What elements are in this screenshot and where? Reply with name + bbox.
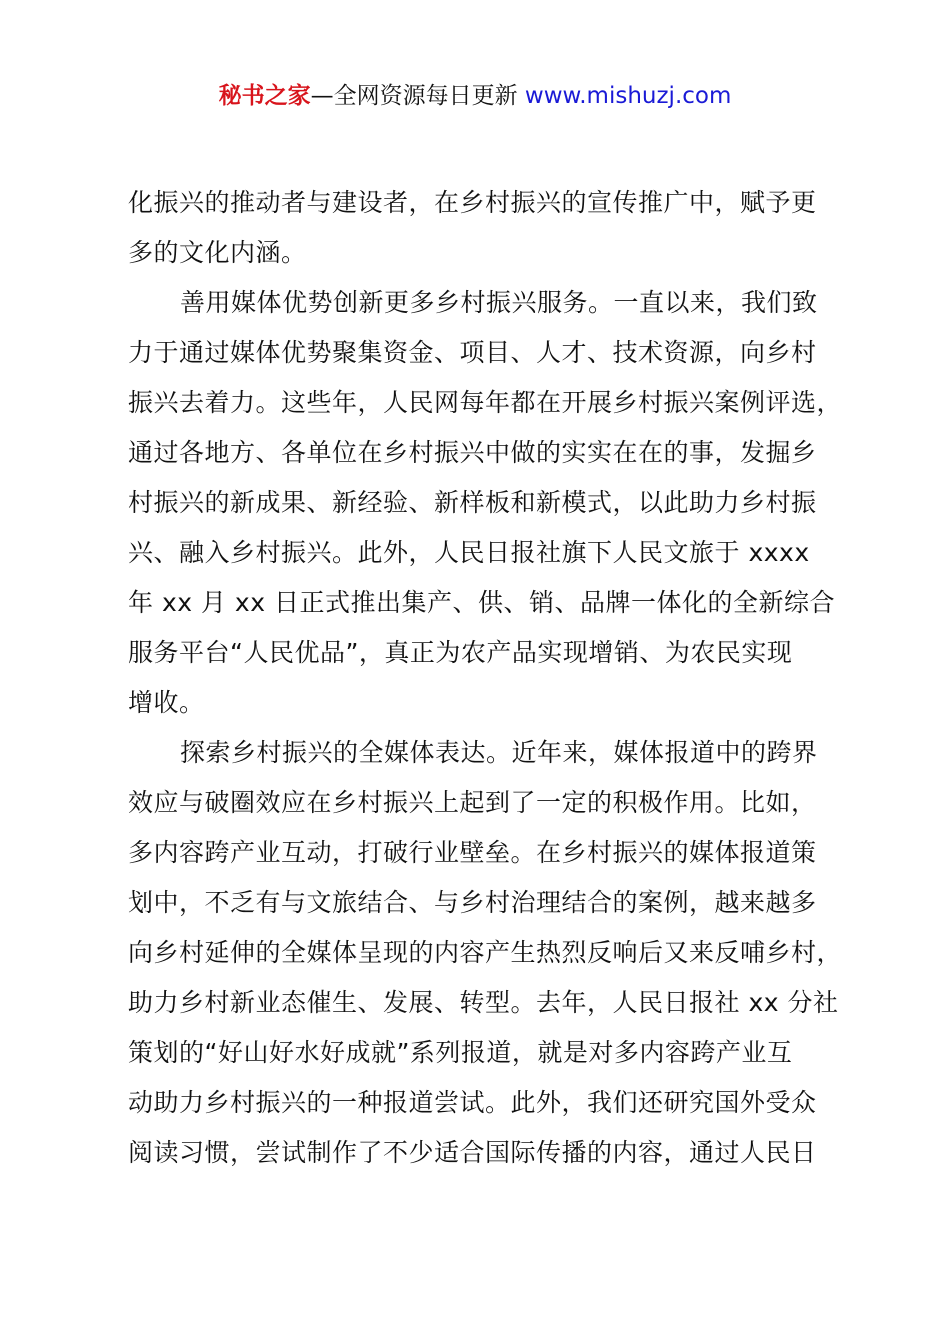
text-line: 效应与破圈效应在乡村振兴上起到了一定的积极作用。比如， (128, 788, 817, 817)
text-line: 阅读习惯，尝试制作了不少适合国际传播的内容，通过人民日 (128, 1138, 817, 1167)
text-line: 通过各地方、各单位在乡村振兴中做的实实在在的事，发掘乡 (128, 438, 817, 467)
text-line: 增收。 (128, 688, 205, 717)
paragraph-start-line: 善用媒体优势创新更多乡村振兴服务。一直以来，我们致 (180, 288, 818, 317)
text-line: 服务平台“人民优品”，真正为农产品实现增销、为农民实现 (128, 638, 793, 667)
document-body (128, 178, 843, 1178)
text-line: 振兴去着力。这些年，人民网每年都在开展乡村振兴案例评选， (128, 388, 843, 417)
text-line: 助力乡村新业态催生、发展、转型。去年，人民日报社 xx 分社 (128, 988, 839, 1017)
text-line: 力于通过媒体优势聚集资金、项目、人才、技术资源，向乡村 (128, 338, 817, 367)
text-line: 村振兴的新成果、新经验、新样板和新模式，以此助力乡村振 (128, 488, 817, 517)
text-line: 化振兴的推动者与建设者，在乡村振兴的宣传推广中，赋予更 (128, 188, 817, 217)
site-url-link[interactable]: www.mishuzj.com (517, 83, 732, 109)
brand-name: 秘书之家 (218, 83, 311, 109)
page-header (0, 80, 950, 112)
text-line: 向乡村延伸的全媒体呈现的内容产生热烈反响后又来反哺乡村， (128, 938, 843, 967)
text-line: 动助力乡村振兴的一种报道尝试。此外，我们还研究国外受众 (128, 1088, 817, 1117)
text-line: 策划的“好山好水好成就”系列报道，就是对多内容跨产业互 (128, 1038, 793, 1067)
paragraph-start-line: 探索乡村振兴的全媒体表达。近年来，媒体报道中的跨界 (180, 738, 818, 767)
text-line: 多的文化内涵。 (128, 238, 307, 267)
text-line: 划中，不乏有与文旅结合、与乡村治理结合的案例，越来越多 (128, 888, 817, 917)
text-line: 年 xx 月 xx 日正式推出集产、供、销、品牌一体化的全新综合 (128, 588, 835, 617)
text-line: 兴、融入乡村振兴。此外，人民日报社旗下人民文旅于 xxxx (128, 538, 810, 567)
text-line: 多内容跨产业互动，打破行业壁垒。在乡村振兴的媒体报道策 (128, 838, 817, 867)
header-tagline: —全网资源每日更新 (310, 83, 518, 109)
